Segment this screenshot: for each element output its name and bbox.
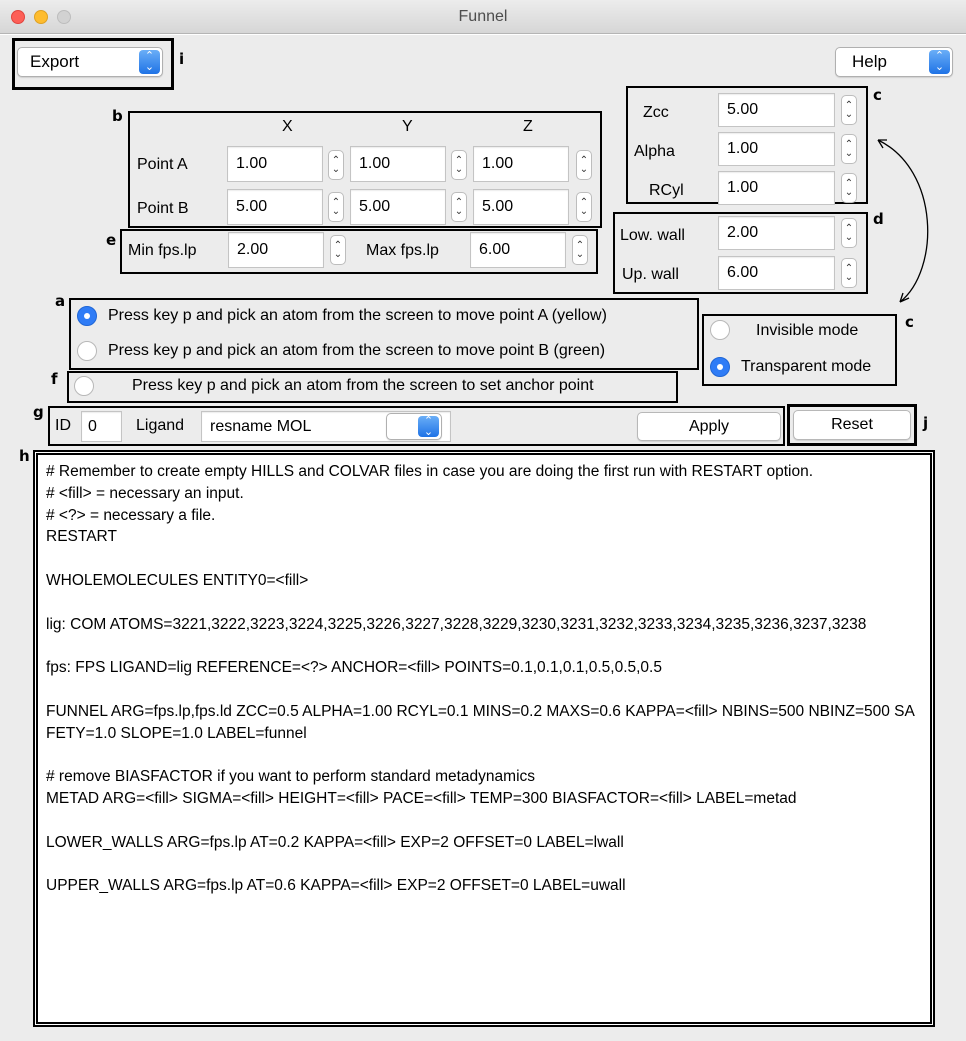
export-popup[interactable] [17, 47, 163, 77]
alpha-stepper[interactable]: ⌃ ⌄ [841, 134, 857, 164]
zcc-label: Zcc [643, 104, 669, 121]
anchor-point-label[interactable]: Press key p and pick an atom from the screen to set anchor point [132, 377, 594, 394]
invisible-mode-radio[interactable] [710, 320, 730, 340]
curved-arrow-icon [870, 130, 930, 310]
ligand-label: Ligand [136, 417, 185, 434]
apply-button[interactable]: Apply [637, 412, 781, 441]
annotation-e: e [106, 231, 117, 249]
transparent-mode-label[interactable]: Transparent mode [741, 358, 872, 375]
point-b-x-stepper[interactable]: ⌃ ⌄ [328, 192, 344, 222]
point-a-z-input[interactable]: 1.00 [473, 146, 569, 182]
min-fps-label: Min fps.lp [128, 242, 197, 259]
point-a-x-input[interactable]: 1.00 [227, 146, 323, 182]
annotation-a: a [55, 292, 66, 310]
alpha-input[interactable]: 1.00 [718, 132, 835, 166]
annotation-c-bottom: c [905, 313, 914, 331]
max-fps-stepper[interactable]: ⌃ ⌄ [572, 235, 588, 265]
rcyl-stepper[interactable]: ⌃ ⌄ [841, 173, 857, 203]
point-b-z-input[interactable]: 5.00 [473, 189, 569, 225]
annotation-g: g [33, 403, 44, 421]
low-wall-input[interactable]: 2.00 [718, 216, 835, 250]
pick-point-a-label[interactable]: Press key p and pick an atom from the screen to move point A (yellow) [108, 307, 607, 324]
max-fps-input[interactable]: 6.00 [470, 232, 566, 268]
chevron-updown-icon: ⌃ ⌄ [929, 50, 950, 74]
annotation-i: i [179, 50, 185, 68]
point-a-z-stepper[interactable]: ⌃ ⌄ [576, 150, 592, 180]
point-a-label: Point A [137, 156, 188, 173]
annotation-h: h [19, 447, 30, 465]
export-label: Export [30, 52, 80, 71]
help-popup[interactable] [835, 47, 953, 77]
invisible-mode-label[interactable]: Invisible mode [756, 322, 859, 339]
rcyl-input[interactable]: 1.00 [718, 171, 835, 205]
ligand-value: resname MOL [210, 417, 312, 435]
rcyl-label: RCyl [649, 182, 684, 199]
point-a-x-stepper[interactable]: ⌃ ⌄ [328, 150, 344, 180]
reset-button[interactable]: Reset [793, 410, 911, 440]
point-b-y-input[interactable]: 5.00 [350, 189, 446, 225]
min-fps-input[interactable]: 2.00 [228, 232, 324, 268]
annotation-f: f [51, 370, 58, 388]
pick-point-a-radio[interactable] [77, 306, 97, 326]
header-y: Y [402, 118, 413, 135]
low-wall-label: Low. wall [620, 227, 685, 244]
alpha-label: Alpha [634, 143, 675, 160]
annotation-b: b [112, 107, 123, 125]
window-title: Funnel [458, 8, 508, 25]
min-fps-stepper[interactable]: ⌃ ⌄ [330, 235, 346, 265]
low-wall-stepper[interactable]: ⌃ ⌄ [841, 218, 857, 248]
zcc-stepper[interactable]: ⌃ ⌄ [841, 95, 857, 125]
annotation-j: j [923, 414, 929, 432]
point-a-y-input[interactable]: 1.00 [350, 146, 446, 182]
annotation-d: d [873, 210, 884, 228]
point-a-y-stepper[interactable]: ⌃ ⌄ [451, 150, 467, 180]
help-label: Help [852, 52, 887, 71]
header-z: Z [523, 118, 533, 135]
up-wall-label: Up. wall [622, 266, 679, 283]
max-fps-label: Max fps.lp [366, 242, 439, 259]
pick-point-b-label[interactable]: Press key p and pick an atom from the screen to move point B (green) [108, 342, 606, 359]
id-label: ID [55, 417, 71, 434]
up-wall-input[interactable]: 6.00 [718, 256, 835, 290]
transparent-mode-radio[interactable] [710, 357, 730, 377]
title-bar [0, 0, 966, 34]
plumed-script-textarea[interactable] [33, 450, 935, 1027]
id-input[interactable]: 0 [81, 411, 122, 442]
anchor-point-radio[interactable] [74, 376, 94, 396]
plumed-script-text[interactable]: # Remember to create empty HILLS and COLVAR files in case you are doing the first run with RESTART option. # <fill> = necessary an input. # <?> = necessary a file. RESTART WHOLEMOLECULES ENTITY0=<fill> lig: COM ATOMS=3221,3222,3223,3224,3225,3226,3227,3228,3229,3230,3231,3232,3233,3234,3235,3236,3237,3238 fps: FPS LIGAND=lig REFERENCE=<?> ANCHOR=<fill> POINTS=0.1,0.1,0.1,0.5,0.5,0.5 FUNNEL ARG=fps.lp,fps.ld ZCC=0.5 ALPHA=1.00 RCYL=0.1 MINS=0.2 MAXS=0.6 KAPPA=<fill> NBINS=500 NBINZ=500 SAFETY=1.0 SLOPE=1.0 LABEL=funnel # remove BIASFACTOR if you want to perform standard metadynamics METAD ARG=<fill> SIGMA=<fill> HEIGHT=<fill> PACE=<fill> TEMP=300 BIASFACTOR=<fill> LABEL=metad LOWER_WALLS ARG=fps.lp AT=0.2 KAPPA=<fill> EXP=2 OFFSET=0 LABEL=lwall UPPER_WALLS ARG=fps.lp AT=0.6 KAPPA=<fill> EXP=2 OFFSET=0 LABEL=uwall [46, 463, 915, 895]
up-wall-stepper[interactable]: ⌃ ⌄ [841, 258, 857, 288]
chevron-updown-icon: ⌃ ⌄ [418, 416, 439, 437]
zcc-input[interactable]: 5.00 [718, 93, 835, 127]
ligand-dropdown[interactable] [386, 413, 442, 440]
pick-point-b-radio[interactable] [77, 341, 97, 361]
annotation-c-top: c [873, 86, 882, 104]
point-b-x-input[interactable]: 5.00 [227, 189, 323, 225]
chevron-updown-icon: ⌃ ⌄ [139, 50, 160, 74]
point-b-y-stepper[interactable]: ⌃ ⌄ [451, 192, 467, 222]
point-b-label: Point B [137, 200, 189, 217]
point-b-z-stepper[interactable]: ⌃ ⌄ [576, 192, 592, 222]
header-x: X [282, 118, 293, 135]
